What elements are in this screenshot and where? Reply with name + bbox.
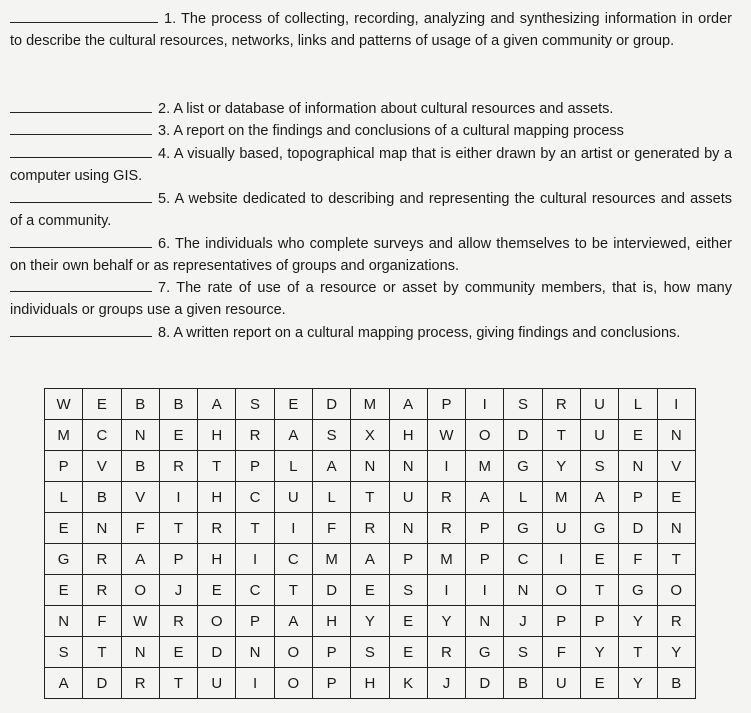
question-7 — [10, 277, 732, 321]
grid-cell[interactable]: C — [236, 482, 274, 513]
grid-cell[interactable]: I — [466, 389, 504, 420]
grid-cell[interactable]: J — [427, 668, 465, 699]
grid-cell[interactable]: U — [389, 482, 427, 513]
grid-cell[interactable]: M — [45, 420, 83, 451]
grid-cell[interactable]: T — [198, 451, 236, 482]
grid-cell[interactable]: W — [427, 420, 465, 451]
grid-cell[interactable]: F — [619, 544, 657, 575]
grid-cell[interactable]: P — [427, 389, 465, 420]
question-number: 7. — [158, 280, 171, 296]
grid-cell[interactable]: A — [45, 668, 83, 699]
grid-cell[interactable]: A — [274, 420, 312, 451]
grid-cell[interactable]: E — [45, 575, 83, 606]
question-text: A website dedicated to describing and representing the cultural resources and assets of a community. — [10, 191, 732, 229]
question-text: The rate of use of a resource or asset by community members, that is, how many individuals or groups use a given resource. — [10, 280, 732, 318]
grid-cell[interactable]: T — [159, 668, 197, 699]
word-search-grid — [44, 388, 696, 699]
grid-cell[interactable]: E — [274, 389, 312, 420]
grid-cell[interactable]: U — [580, 420, 618, 451]
grid-cell[interactable]: P — [580, 606, 618, 637]
grid-cell[interactable]: T — [619, 637, 657, 668]
grid-cell[interactable]: T — [657, 544, 696, 575]
grid-cell[interactable]: G — [504, 513, 542, 544]
grid-cell[interactable]: B — [83, 482, 121, 513]
question-number: 1. — [164, 11, 177, 27]
grid-cell[interactable]: T — [542, 420, 580, 451]
grid-cell[interactable]: P — [159, 544, 197, 575]
grid-cell[interactable]: A — [580, 482, 618, 513]
answer-blank-3[interactable] — [10, 120, 152, 135]
grid-cell[interactable]: T — [274, 575, 312, 606]
grid-cell[interactable]: N — [351, 451, 389, 482]
grid-cell[interactable]: I — [542, 544, 580, 575]
grid-cell[interactable]: T — [580, 575, 618, 606]
grid-cell[interactable]: T — [351, 482, 389, 513]
grid-cell[interactable]: T — [159, 513, 197, 544]
grid-row — [45, 575, 696, 606]
grid-cell[interactable]: N — [389, 513, 427, 544]
grid-cell[interactable]: L — [45, 482, 83, 513]
grid-cell[interactable]: P — [466, 544, 504, 575]
grid-cell[interactable]: R — [83, 575, 121, 606]
grid-cell[interactable]: N — [657, 513, 696, 544]
grid-cell[interactable]: V — [121, 482, 159, 513]
grid-cell[interactable]: H — [312, 606, 350, 637]
grid-cell[interactable]: U — [274, 482, 312, 513]
grid-cell[interactable]: M — [466, 451, 504, 482]
grid-cell[interactable]: I — [236, 668, 274, 699]
grid-cell[interactable]: F — [121, 513, 159, 544]
grid-cell[interactable]: P — [312, 668, 350, 699]
grid-row — [45, 544, 696, 575]
grid-cell[interactable]: Y — [351, 606, 389, 637]
grid-cell[interactable]: R — [159, 451, 197, 482]
grid-cell[interactable]: E — [619, 420, 657, 451]
grid-cell[interactable]: G — [619, 575, 657, 606]
grid-cell[interactable]: E — [83, 389, 121, 420]
grid-cell[interactable]: T — [236, 513, 274, 544]
grid-cell[interactable]: O — [121, 575, 159, 606]
grid-cell[interactable]: M — [542, 482, 580, 513]
grid-cell[interactable]: E — [159, 420, 197, 451]
grid-cell[interactable]: R — [657, 606, 696, 637]
grid-cell[interactable]: H — [351, 668, 389, 699]
grid-cell[interactable]: B — [504, 668, 542, 699]
grid-cell[interactable]: W — [121, 606, 159, 637]
question-text: A visually based, topographical map that is either drawn by an artist or generated by a computer using GIS. — [10, 146, 733, 184]
grid-cell[interactable]: G — [466, 637, 504, 668]
question-text: The process of collecting, recording, analyzing and synthesizing information in order to describe the cultural resources, networks, links and patterns of usage of a given community or group. — [10, 11, 732, 49]
grid-cell[interactable]: A — [121, 544, 159, 575]
grid-row — [45, 606, 696, 637]
grid-cell[interactable]: S — [504, 637, 542, 668]
grid-cell[interactable]: P — [619, 482, 657, 513]
grid-cell[interactable]: E — [45, 513, 83, 544]
grid-cell[interactable]: L — [274, 451, 312, 482]
grid-cell[interactable]: L — [504, 482, 542, 513]
grid-cell[interactable]: P — [542, 606, 580, 637]
question-number: 5. — [158, 191, 171, 207]
grid-cell[interactable]: O — [274, 637, 312, 668]
grid-cell[interactable]: L — [312, 482, 350, 513]
grid-cell[interactable]: C — [83, 420, 121, 451]
grid-cell[interactable]: M — [427, 544, 465, 575]
question-number: 3. — [158, 123, 171, 139]
grid-cell[interactable]: I — [236, 544, 274, 575]
grid-cell[interactable]: W — [45, 389, 83, 420]
grid-cell[interactable]: S — [312, 420, 350, 451]
grid-cell[interactable]: P — [312, 637, 350, 668]
grid-cell[interactable]: N — [45, 606, 83, 637]
answer-blank-8[interactable] — [10, 322, 152, 337]
grid-cell[interactable]: S — [504, 389, 542, 420]
grid-cell[interactable]: O — [657, 575, 696, 606]
grid-cell[interactable]: R — [542, 389, 580, 420]
grid-cell[interactable]: U — [542, 668, 580, 699]
grid-cell[interactable]: B — [159, 389, 197, 420]
grid-cell[interactable]: R — [83, 544, 121, 575]
grid-cell[interactable]: L — [619, 389, 657, 420]
grid-cell[interactable]: F — [542, 637, 580, 668]
answer-blank-6[interactable] — [10, 233, 152, 248]
grid-cell[interactable]: S — [351, 637, 389, 668]
grid-cell[interactable]: N — [121, 637, 159, 668]
grid-cell[interactable]: U — [580, 389, 618, 420]
grid-cell[interactable]: E — [580, 668, 618, 699]
grid-cell[interactable]: F — [83, 606, 121, 637]
grid-cell[interactable]: C — [274, 544, 312, 575]
grid-row — [45, 668, 696, 699]
grid-cell[interactable]: D — [312, 389, 350, 420]
grid-cell[interactable]: C — [504, 544, 542, 575]
grid-row — [45, 513, 696, 544]
grid-cell[interactable]: E — [389, 637, 427, 668]
grid-row — [45, 482, 696, 513]
answer-blank-7[interactable] — [10, 277, 152, 292]
grid-cell[interactable]: O — [274, 668, 312, 699]
grid-cell[interactable]: S — [389, 575, 427, 606]
grid-cell[interactable]: V — [657, 451, 696, 482]
grid-cell[interactable]: A — [466, 482, 504, 513]
grid-cell[interactable]: K — [389, 668, 427, 699]
question-number: 8. — [158, 325, 171, 341]
grid-cell[interactable]: N — [504, 575, 542, 606]
grid-cell[interactable]: Y — [657, 637, 696, 668]
grid-cell[interactable]: B — [121, 451, 159, 482]
answer-blank-2[interactable] — [10, 98, 152, 113]
grid-cell[interactable]: R — [427, 637, 465, 668]
grid-cell[interactable]: D — [619, 513, 657, 544]
question-4 — [10, 143, 732, 187]
question-6 — [10, 233, 732, 277]
grid-row — [45, 420, 696, 451]
grid-cell[interactable]: N — [657, 420, 696, 451]
answer-blank-4[interactable] — [10, 143, 152, 158]
grid-cell[interactable]: Y — [619, 668, 657, 699]
grid-cell[interactable]: U — [542, 513, 580, 544]
question-8 — [10, 322, 732, 344]
grid-cell[interactable]: X — [351, 420, 389, 451]
grid-cell[interactable]: H — [198, 420, 236, 451]
grid-cell[interactable]: R — [351, 513, 389, 544]
grid-cell[interactable]: P — [236, 606, 274, 637]
grid-cell[interactable]: A — [312, 451, 350, 482]
answer-blank-5[interactable] — [10, 188, 152, 203]
grid-cell[interactable]: E — [580, 544, 618, 575]
grid-cell[interactable]: O — [198, 606, 236, 637]
grid-cell[interactable]: A — [274, 606, 312, 637]
grid-cell[interactable]: P — [466, 513, 504, 544]
grid-cell[interactable]: A — [389, 389, 427, 420]
question-2 — [10, 98, 732, 120]
grid-cell[interactable]: B — [657, 668, 696, 699]
grid-cell[interactable]: E — [198, 575, 236, 606]
grid-cell[interactable]: N — [121, 420, 159, 451]
grid-cell[interactable]: I — [274, 513, 312, 544]
grid-cell[interactable]: D — [466, 668, 504, 699]
question-number: 2. — [158, 101, 171, 117]
grid-cell[interactable]: H — [389, 420, 427, 451]
grid-cell[interactable]: R — [427, 513, 465, 544]
grid-cell[interactable]: P — [389, 544, 427, 575]
grid-cell[interactable]: P — [45, 451, 83, 482]
grid-cell[interactable]: R — [159, 606, 197, 637]
grid-cell[interactable]: D — [504, 420, 542, 451]
grid-cell[interactable]: H — [198, 544, 236, 575]
grid-cell[interactable]: I — [159, 482, 197, 513]
grid-cell[interactable]: S — [45, 637, 83, 668]
grid-cell[interactable]: N — [466, 606, 504, 637]
grid-cell[interactable]: E — [159, 637, 197, 668]
grid-row — [45, 637, 696, 668]
grid-cell[interactable]: Y — [427, 606, 465, 637]
grid-cell[interactable]: R — [427, 482, 465, 513]
grid-cell[interactable]: E — [389, 606, 427, 637]
question-3 — [10, 120, 732, 142]
question-text: A written report on a cultural mapping process, giving findings and conclusions. — [173, 325, 681, 341]
grid-cell[interactable]: E — [657, 482, 696, 513]
grid-cell[interactable]: N — [389, 451, 427, 482]
grid-cell[interactable]: C — [236, 575, 274, 606]
grid-cell[interactable]: M — [312, 544, 350, 575]
grid-cell[interactable]: D — [198, 637, 236, 668]
grid-cell[interactable]: Y — [542, 451, 580, 482]
question-1 — [10, 8, 732, 52]
grid-cell[interactable]: T — [83, 637, 121, 668]
question-number: 6. — [158, 236, 171, 252]
answer-blank-1[interactable] — [10, 8, 158, 23]
grid-cell[interactable]: R — [236, 420, 274, 451]
grid-cell[interactable]: O — [466, 420, 504, 451]
question-text: A list or database of information about cultural resources and assets. — [173, 101, 614, 117]
grid-cell[interactable]: N — [619, 451, 657, 482]
grid-cell[interactable]: D — [312, 575, 350, 606]
grid-cell[interactable]: G — [504, 451, 542, 482]
grid-cell[interactable]: U — [198, 668, 236, 699]
grid-cell[interactable]: I — [657, 389, 696, 420]
question-text: A report on the findings and conclusions of a cultural mapping process — [173, 123, 624, 139]
grid-cell[interactable]: Y — [580, 637, 618, 668]
grid-cell[interactable]: F — [312, 513, 350, 544]
grid-cell[interactable]: A — [198, 389, 236, 420]
question-number: 4. — [158, 146, 171, 162]
grid-cell[interactable]: E — [351, 575, 389, 606]
grid-cell[interactable]: A — [351, 544, 389, 575]
grid-cell[interactable]: G — [45, 544, 83, 575]
question-text: The individuals who complete surveys and allow themselves to be interviewed, either on their own behalf or as representatives of groups and organizations. — [10, 236, 732, 274]
grid-cell[interactable]: N — [83, 513, 121, 544]
grid-cell[interactable]: R — [198, 513, 236, 544]
question-5 — [10, 188, 732, 232]
grid-cell[interactable]: B — [121, 389, 159, 420]
grid-cell[interactable]: S — [580, 451, 618, 482]
grid-cell[interactable]: J — [159, 575, 197, 606]
grid-cell[interactable]: G — [580, 513, 618, 544]
grid-cell[interactable]: I — [466, 575, 504, 606]
grid-cell[interactable]: Y — [619, 606, 657, 637]
grid-cell[interactable]: R — [121, 668, 159, 699]
grid-cell[interactable]: S — [236, 389, 274, 420]
grid-cell[interactable]: M — [351, 389, 389, 420]
grid-row — [45, 451, 696, 482]
grid-cell[interactable]: D — [83, 668, 121, 699]
grid-cell[interactable]: H — [198, 482, 236, 513]
grid-cell[interactable]: I — [427, 451, 465, 482]
grid-cell[interactable]: P — [236, 451, 274, 482]
grid-cell[interactable]: V — [83, 451, 121, 482]
grid-cell[interactable]: O — [542, 575, 580, 606]
grid-cell[interactable]: I — [427, 575, 465, 606]
grid-row — [45, 389, 696, 420]
grid-cell[interactable]: J — [504, 606, 542, 637]
grid-cell[interactable]: N — [236, 637, 274, 668]
